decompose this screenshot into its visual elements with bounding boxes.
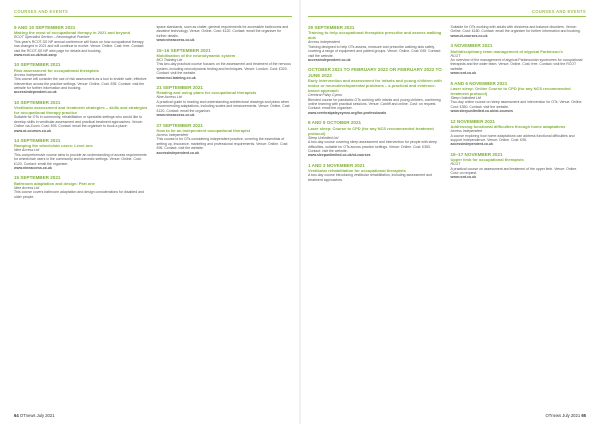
event-link[interactable]: accessindependent.co.uk bbox=[308, 58, 351, 63]
event-title: Early intervention and assessment for infants and young children with motor or neurodevelopmental problems – a practical and evidence-based approach bbox=[308, 78, 442, 94]
event-organiser: Nine Access Ltd bbox=[14, 148, 40, 153]
event-organiser: Access Independent bbox=[156, 132, 189, 137]
event-organiser: Sleep Unlimited Ltd bbox=[450, 96, 481, 101]
event-date: 3 NOVEMBER 2021 bbox=[450, 43, 493, 49]
event-date: 10 SEPTEMBER 2021 bbox=[14, 62, 61, 68]
event-date: 14 SEPTEMBER 2021 bbox=[14, 137, 61, 143]
event-link[interactable]: www.mci-training.co.uk bbox=[156, 75, 196, 80]
event-listing bbox=[308, 120, 444, 157]
event-listing bbox=[14, 100, 150, 133]
event-title: Risk assessment for occupational therapists bbox=[14, 67, 99, 73]
event-organiser: Access Independent bbox=[308, 40, 340, 45]
event-listing bbox=[451, 119, 587, 147]
event-link[interactable]: www.sleepunlimited.co.uk/ot-courses bbox=[308, 153, 371, 158]
event-organiser: Nine Access Ltd bbox=[14, 185, 40, 190]
event-description: Suitable for OTs in community, rehabilitation or specialist settings who would like to develop skills in vestibular assessment and practical treatment approaches. Venue: Online via Zoom. Cost: £95. Contact: email the organiser to book a place. bbox=[14, 115, 143, 129]
event-listing bbox=[451, 81, 587, 114]
event-link[interactable]: www.rcot.co.uk bbox=[450, 71, 477, 76]
event-date: 8 AND 9 OCTOBER 2021 bbox=[308, 120, 362, 126]
event-description: space standards, such as clutter, general requirements for accessible bathrooms and assistive technology. Venue: Online. Cost: £120. Contact: email the organiser for further details. bbox=[156, 25, 289, 38]
event-date: 9 AND 10 SEPTEMBER 2021 bbox=[14, 25, 76, 30]
event-listing bbox=[451, 43, 587, 75]
column-4 bbox=[451, 25, 587, 413]
event-date: 21 SEPTEMBER 2021 bbox=[156, 85, 203, 91]
event-date: 12 NOVEMBER 2021 bbox=[450, 118, 495, 124]
event-description: Blended course for paediatric OTs working with infants and young children, combining online learning with practical sessions. Venue: Cardiff and online. Cost: on request. Contact: email the organiser. bbox=[308, 97, 441, 111]
event-listing bbox=[14, 175, 150, 199]
event-link[interactable]: accessindependent.co.uk bbox=[156, 150, 200, 155]
event-link[interactable]: accessindependent.co.uk bbox=[14, 90, 57, 95]
event-description: This course is for OTs considering independent practice, covering the essentials of setting up, insurance, marketing and professional requirements. Venue: Online. Cost: £95. Contact: visit the website. bbox=[156, 137, 289, 151]
event-listing bbox=[157, 85, 293, 117]
event-link[interactable]: www.sleepunlimited.co.uk/ot-courses bbox=[450, 109, 513, 114]
event-listing bbox=[14, 25, 150, 57]
event-date: 29 SEPTEMBER 2021 bbox=[308, 25, 355, 30]
event-title: Making the most of occupational therapy in 2021 and beyond bbox=[14, 30, 131, 36]
event-description: A two-day course introducing vestibular rehabilitation, including assessment and treatment approaches. bbox=[308, 173, 432, 182]
event-title: Laser sleep: Course to CPD (for any NCS recommended treatment protocol) bbox=[308, 125, 434, 136]
event-description: An overview of the management of atypical Parkinsonian syndromes for occupational therapists and the wider team. Venue: Online. Cost: free. Contact: visit the RCOT website. bbox=[450, 58, 583, 71]
event-link[interactable]: accessindependent.co.uk bbox=[450, 142, 494, 147]
event-title: Laser sleep: Online Course to CPD (for any NCS recommended treatment protocol) bbox=[450, 86, 571, 97]
event-organiser: RCOT bbox=[450, 53, 461, 58]
event-date: 10 SEPTEMBER 2021 bbox=[14, 99, 61, 105]
event-link[interactable]: www.rcot.co.uk/rcot-ssnp bbox=[14, 53, 57, 58]
event-date: 27 SEPTEMBER 2021 bbox=[156, 122, 203, 128]
event-title: Mobilisation of the neurodynamic system bbox=[156, 53, 236, 59]
event-link[interactable]: www.nineaccess.co.uk bbox=[14, 165, 52, 170]
event-description: This year's RCOT-SS NP annual conference will focus on how occupational therapy has changed in 2021 and will continue to evolve. Venue: Online. Cost: free. Contact: visit the RCOT-SS NP web page for details and booking. bbox=[14, 39, 145, 53]
event-description: A practical course on assessment and treatment of the upper limb. Venue: Online. Cost: on request. bbox=[450, 166, 578, 175]
event-listing bbox=[308, 25, 444, 62]
event-description: This course covers bathroom adaptation and design considerations for disabled and older people. bbox=[14, 190, 144, 199]
event-listing bbox=[308, 67, 444, 115]
event-description: A two-day course covering sleep assessment and intervention for people with sleep difficulties, suitable for OTs across practice settings. Venue: Online. Cost: £350. Contact: visit the website. bbox=[308, 140, 437, 153]
event-description: A practical guide to reading and understanding architectural drawings and plans when recommending adaptations, including scales and measurements. Venue: Online. Cost: £120. Contact: email the organiser. bbox=[156, 99, 291, 113]
event-organiser: Access Independent bbox=[14, 72, 46, 77]
event-link[interactable]: www.cerebralpalsycymru.org/for-professionals bbox=[308, 110, 387, 115]
publication-name-right: OTnews July 2021 bbox=[545, 413, 581, 418]
event-organiser: RCOT bbox=[450, 162, 461, 167]
event-link[interactable]: www.nineaccess.co.uk bbox=[156, 38, 195, 43]
event-title: Ramping the wheelchair users: Level one bbox=[14, 143, 93, 149]
event-title: Bathroom adaptation and design: Part one bbox=[14, 180, 95, 186]
event-title: Multidisciplinary team management of atypical Parkinson's bbox=[450, 48, 563, 54]
right-page-header bbox=[308, 0, 586, 17]
event-organiser: MCI Training Ltd bbox=[156, 58, 183, 63]
column-1 bbox=[14, 25, 150, 413]
event-title: Reading and using plans for occupational therapists bbox=[156, 90, 257, 96]
left-columns bbox=[14, 25, 292, 413]
event-link[interactable]: www.nineaccess.co.uk bbox=[156, 113, 195, 118]
event-description: This two-day practical course focuses on the assessment and treatment of the nervous system, including neurodynamic testing and techniques. Venue: London. Cost: £320. Contact: visit the website. bbox=[156, 62, 291, 76]
column-2 bbox=[157, 25, 293, 413]
event-title: Vestibular assessment and treatment strategies – skills and strategies for occupational therapy practice bbox=[14, 105, 148, 116]
event-date: 5 AND 6 NOVEMBER 2021 bbox=[450, 80, 508, 86]
event-title: Upper limb for occupational therapists bbox=[450, 157, 524, 163]
event-listing bbox=[14, 138, 150, 170]
event-listing bbox=[157, 25, 293, 43]
publication-name-left: OTnews July 2021 bbox=[19, 413, 55, 418]
event-description: Training designed to help OTs assess, measure and prescribe walking aids safely, covering a range of equipment and patient groups. Venue: Online. Cost: £95. Contact: visit the website. bbox=[308, 44, 442, 58]
page-number-left: 64 bbox=[14, 413, 19, 418]
event-title: How to be an independent occupational therapist bbox=[156, 127, 251, 133]
left-footer bbox=[14, 413, 55, 418]
event-listing bbox=[451, 152, 587, 180]
event-date: 16–17 NOVEMBER 2021 bbox=[450, 151, 503, 157]
event-description: Suitable for OTs working with adults with dizziness and balance disorders. Venue: Online. Cost: £180. Contact: email the organiser for further information and booking. bbox=[450, 25, 581, 34]
right-section-title: COURSES AND EVENTS bbox=[531, 9, 586, 14]
event-organiser: Sleep Unlimited Ltd bbox=[308, 135, 339, 140]
right-footer bbox=[545, 413, 586, 418]
event-link[interactable]: www.ot-courses.co.uk bbox=[14, 128, 52, 133]
event-listing bbox=[157, 48, 293, 80]
event-date: 15–16 SEPTEMBER 2021 bbox=[156, 47, 211, 53]
event-title: Training to help occupational therapists prescribe and assess walking aids bbox=[308, 30, 442, 41]
left-section-title: COURSES AND EVENTS bbox=[14, 9, 69, 14]
right-columns bbox=[308, 25, 586, 413]
event-organiser: Nine Access Ltd bbox=[156, 95, 182, 100]
event-listing bbox=[451, 25, 587, 38]
column-3 bbox=[308, 25, 444, 413]
page-number-right: 65 bbox=[581, 413, 586, 418]
event-description: A course exploring how home adaptations can address functional difficulties and support independence. Venue: Online. Cost: £95. bbox=[450, 133, 575, 142]
event-listing bbox=[14, 62, 150, 94]
event-date: OCTOBER 2021 TO FEBRUARY 2022 OR FEBRUARY 2022 TO JUNE 2022 bbox=[308, 67, 442, 78]
event-link[interactable]: www.rcot.co.uk bbox=[450, 175, 477, 180]
event-link[interactable]: www.ot-courses.co.uk bbox=[450, 33, 488, 38]
event-description: This course will consider the use of risk assessment as a tool to enable safe, effective intervention across the practice settings. Venue: Online. Cost: £95. Contact: visit the website for further information and booking. bbox=[14, 77, 147, 91]
event-title: Vestibular rehabilitation for occupational therapists bbox=[308, 168, 406, 174]
event-listing bbox=[308, 163, 444, 182]
event-description: This comprehensive course aims to provide an understanding of access requirements for wheelchair users in the community and domestic settings. Venue: Online. Cost: £120. Contact: email the organiser. bbox=[14, 152, 147, 166]
event-title: Addressing functional difficulties through home adaptations bbox=[450, 124, 566, 130]
event-listing bbox=[157, 123, 293, 155]
event-description: Two-day online course on sleep assessment and intervention for OTs. Venue: Online. Cost: £350. Contact: visit the website. bbox=[450, 100, 583, 109]
event-organiser: RCOT Specialist Section – Neurological Practice bbox=[14, 35, 90, 40]
event-organiser: Access Independent bbox=[450, 129, 483, 134]
event-date: 15 SEPTEMBER 2021 bbox=[14, 175, 61, 181]
right-page bbox=[300, 0, 600, 424]
event-organiser: Cerebral Palsy Cymru bbox=[308, 93, 343, 98]
event-date: 1 AND 3 NOVEMBER 2021 bbox=[308, 162, 365, 168]
left-page-header bbox=[14, 0, 292, 17]
